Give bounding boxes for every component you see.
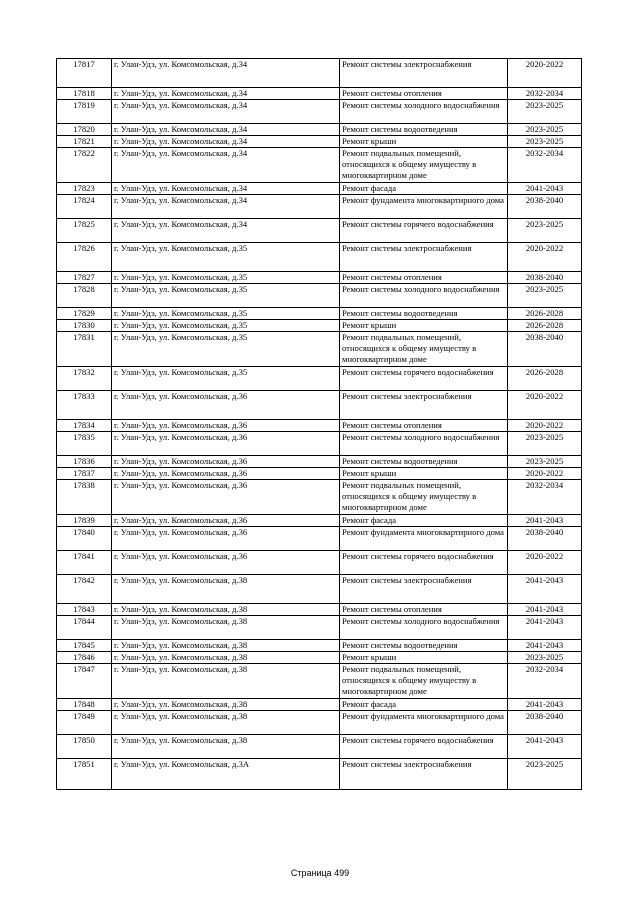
work-type-cell: Ремонт фундамента многоквартирного дома [340, 711, 508, 735]
table-row [57, 183, 582, 195]
table-row [57, 219, 582, 243]
period-cell: 2026-2028 [508, 308, 582, 320]
address-cell: г. Улан-Удэ, ул. Комсомольская, д.34 [112, 100, 340, 124]
row-id-cell: 17833 [57, 391, 112, 420]
address-cell: г. Улан-Удэ, ул. Комсомольская, д.35 [112, 284, 340, 308]
table-row [57, 604, 582, 616]
row-id-cell: 17824 [57, 195, 112, 219]
period-cell: 2041-2043 [508, 575, 582, 604]
address-cell: г. Улан-Удэ, ул. Комсомольская, д.34 [112, 88, 340, 100]
table-row [57, 640, 582, 652]
row-id-cell: 17823 [57, 183, 112, 195]
work-type-cell: Ремонт системы горячего водоснабжения [340, 219, 508, 243]
table-row [57, 148, 582, 183]
table-body [57, 59, 582, 790]
address-cell: г. Улан-Удэ, ул. Комсомольская, д.38 [112, 575, 340, 604]
row-id-cell: 17818 [57, 88, 112, 100]
row-id-cell: 17819 [57, 100, 112, 124]
work-type-cell: Ремонт системы отопления [340, 272, 508, 284]
work-type-cell: Ремонт системы горячего водоснабжения [340, 551, 508, 575]
table-row [57, 711, 582, 735]
period-cell: 2023-2025 [508, 284, 582, 308]
work-type-cell: Ремонт системы электроснабжения [340, 759, 508, 790]
row-id-cell: 17820 [57, 124, 112, 136]
row-id-cell: 17839 [57, 515, 112, 527]
period-cell: 2023-2025 [508, 100, 582, 124]
row-id-cell: 17828 [57, 284, 112, 308]
period-cell: 2032-2034 [508, 88, 582, 100]
row-id-cell: 17842 [57, 575, 112, 604]
period-cell: 2023-2025 [508, 456, 582, 468]
address-cell: г. Улан-Удэ, ул. Комсомольская, д.36 [112, 515, 340, 527]
table-row [57, 551, 582, 575]
address-cell: г. Улан-Удэ, ул. Комсомольская, д.36 [112, 420, 340, 432]
address-cell: г. Улан-Удэ, ул. Комсомольская, д.38 [112, 711, 340, 735]
table-row [57, 480, 582, 515]
period-cell: 2041-2043 [508, 515, 582, 527]
table-row [57, 527, 582, 551]
period-cell: 2020-2022 [508, 391, 582, 420]
work-type-cell: Ремонт фасада [340, 699, 508, 711]
address-cell: г. Улан-Удэ, ул. Комсомольская, д.36 [112, 551, 340, 575]
table-row [57, 243, 582, 272]
table-row [57, 124, 582, 136]
table-row [57, 195, 582, 219]
period-cell: 2020-2022 [508, 551, 582, 575]
table-row [57, 432, 582, 456]
table-row [57, 320, 582, 332]
period-cell: 2020-2022 [508, 468, 582, 480]
period-cell: 2038-2040 [508, 332, 582, 367]
address-cell: г. Улан-Удэ, ул. Комсомольская, д.35 [112, 367, 340, 391]
period-cell: 2038-2040 [508, 527, 582, 551]
period-cell: 2038-2040 [508, 195, 582, 219]
row-id-cell: 17835 [57, 432, 112, 456]
address-cell: г. Улан-Удэ, ул. Комсомольская, д.36 [112, 527, 340, 551]
address-cell: г. Улан-Удэ, ул. Комсомольская, д.38 [112, 604, 340, 616]
work-type-cell: Ремонт фундамента многоквартирного дома [340, 527, 508, 551]
period-cell: 2041-2043 [508, 699, 582, 711]
row-id-cell: 17836 [57, 456, 112, 468]
work-type-cell: Ремонт системы водоотведения [340, 124, 508, 136]
table-row [57, 88, 582, 100]
address-cell: г. Улан-Удэ, ул. Комсомольская, д.35 [112, 272, 340, 284]
address-cell: г. Улан-Удэ, ул. Комсомольская, д.35 [112, 332, 340, 367]
work-type-cell: Ремонт системы электроснабжения [340, 243, 508, 272]
period-cell: 2041-2043 [508, 616, 582, 640]
address-cell: г. Улан-Удэ, ул. Комсомольская, д.34 [112, 195, 340, 219]
table-row [57, 616, 582, 640]
table-row [57, 759, 582, 790]
row-id-cell: 17843 [57, 604, 112, 616]
period-cell: 2023-2025 [508, 124, 582, 136]
work-type-cell: Ремонт крыши [340, 468, 508, 480]
table-row [57, 652, 582, 664]
work-type-cell: Ремонт фундамента многоквартирного дома [340, 195, 508, 219]
address-cell: г. Улан-Удэ, ул. Комсомольская, д.38 [112, 652, 340, 664]
period-cell: 2041-2043 [508, 604, 582, 616]
period-cell: 2032-2034 [508, 148, 582, 183]
period-cell: 2041-2043 [508, 640, 582, 652]
address-cell: г. Улан-Удэ, ул. Комсомольская, д.35 [112, 320, 340, 332]
address-cell: г. Улан-Удэ, ул. Комсомольская, д.34 [112, 124, 340, 136]
row-id-cell: 17840 [57, 527, 112, 551]
period-cell: 2041-2043 [508, 183, 582, 195]
period-cell: 2023-2025 [508, 219, 582, 243]
work-type-cell: Ремонт системы водоотведения [340, 456, 508, 468]
address-cell: г. Улан-Удэ, ул. Комсомольская, д.38 [112, 616, 340, 640]
work-type-cell: Ремонт системы водоотведения [340, 640, 508, 652]
row-id-cell: 17841 [57, 551, 112, 575]
table-row [57, 735, 582, 759]
row-id-cell: 17834 [57, 420, 112, 432]
row-id-cell: 17838 [57, 480, 112, 515]
work-type-cell: Ремонт системы холодного водоснабжения [340, 432, 508, 456]
row-id-cell: 17845 [57, 640, 112, 652]
work-type-cell: Ремонт крыши [340, 652, 508, 664]
work-type-cell: Ремонт системы горячего водоснабжения [340, 735, 508, 759]
period-cell: 2032-2034 [508, 664, 582, 699]
table-row [57, 456, 582, 468]
work-type-cell: Ремонт системы электроснабжения [340, 59, 508, 88]
work-type-cell: Ремонт системы отопления [340, 88, 508, 100]
period-cell: 2041-2043 [508, 735, 582, 759]
row-id-cell: 17832 [57, 367, 112, 391]
row-id-cell: 17817 [57, 59, 112, 88]
work-type-cell: Ремонт крыши [340, 320, 508, 332]
period-cell: 2026-2028 [508, 320, 582, 332]
address-cell: г. Улан-Удэ, ул. Комсомольская, д.38 [112, 699, 340, 711]
period-cell: 2032-2034 [508, 480, 582, 515]
period-cell: 2038-2040 [508, 711, 582, 735]
address-cell: г. Улан-Удэ, ул. Комсомольская, д.34 [112, 59, 340, 88]
address-cell: г. Улан-Удэ, ул. Комсомольская, д.34 [112, 183, 340, 195]
table-row [57, 468, 582, 480]
work-type-cell: Ремонт подвальных помещений, относящихся к общему имуществу в многоквартирном доме [340, 480, 508, 515]
table-row [57, 391, 582, 420]
work-type-cell: Ремонт подвальных помещений, относящихся к общему имуществу в многоквартирном доме [340, 148, 508, 183]
period-cell: 2038-2040 [508, 272, 582, 284]
work-type-cell: Ремонт фасада [340, 183, 508, 195]
repair-schedule-table [56, 58, 582, 790]
table-row [57, 100, 582, 124]
table-row [57, 136, 582, 148]
table-row [57, 332, 582, 367]
address-cell: г. Улан-Удэ, ул. Комсомольская, д.38 [112, 664, 340, 699]
period-cell: 2023-2025 [508, 759, 582, 790]
row-id-cell: 17830 [57, 320, 112, 332]
row-id-cell: 17829 [57, 308, 112, 320]
period-cell: 2020-2022 [508, 243, 582, 272]
row-id-cell: 17825 [57, 219, 112, 243]
work-type-cell: Ремонт фасада [340, 515, 508, 527]
period-cell: 2023-2025 [508, 136, 582, 148]
work-type-cell: Ремонт подвальных помещений, относящихся к общему имуществу в многоквартирном доме [340, 332, 508, 367]
work-type-cell: Ремонт системы электроснабжения [340, 575, 508, 604]
work-type-cell: Ремонт системы холодного водоснабжения [340, 100, 508, 124]
period-cell: 2020-2022 [508, 420, 582, 432]
row-id-cell: 17850 [57, 735, 112, 759]
address-cell: г. Улан-Удэ, ул. Комсомольская, д.38 [112, 640, 340, 652]
period-cell: 2026-2028 [508, 367, 582, 391]
work-type-cell: Ремонт системы холодного водоснабжения [340, 284, 508, 308]
address-cell: г. Улан-Удэ, ул. Комсомольская, д.36 [112, 432, 340, 456]
row-id-cell: 17848 [57, 699, 112, 711]
work-type-cell: Ремонт системы электроснабжения [340, 391, 508, 420]
address-cell: г. Улан-Удэ, ул. Комсомольская, д.36 [112, 468, 340, 480]
address-cell: г. Улан-Удэ, ул. Комсомольская, д.36 [112, 480, 340, 515]
period-cell: 2023-2025 [508, 432, 582, 456]
address-cell: г. Улан-Удэ, ул. Комсомольская, д.36 [112, 391, 340, 420]
row-id-cell: 17851 [57, 759, 112, 790]
address-cell: г. Улан-Удэ, ул. Комсомольская, д.38 [112, 735, 340, 759]
address-cell: г. Улан-Удэ, ул. Комсомольская, д.34 [112, 136, 340, 148]
page-number: Страница 499 [290, 868, 350, 878]
table-row [57, 308, 582, 320]
period-cell: 2020-2022 [508, 59, 582, 88]
work-type-cell: Ремонт крыши [340, 136, 508, 148]
work-type-cell: Ремонт системы отопления [340, 420, 508, 432]
table-row [57, 367, 582, 391]
work-type-cell: Ремонт системы отопления [340, 604, 508, 616]
table-row [57, 515, 582, 527]
address-cell: г. Улан-Удэ, ул. Комсомольская, д.35 [112, 243, 340, 272]
table-row [57, 664, 582, 699]
work-type-cell: Ремонт системы холодного водоснабжения [340, 616, 508, 640]
row-id-cell: 17849 [57, 711, 112, 735]
row-id-cell: 17846 [57, 652, 112, 664]
address-cell: г. Улан-Удэ, ул. Комсомольская, д.34 [112, 219, 340, 243]
table-row [57, 59, 582, 88]
address-cell: г. Улан-Удэ, ул. Комсомольская, д.35 [112, 308, 340, 320]
table-row [57, 284, 582, 308]
address-cell: г. Улан-Удэ, ул. Комсомольская, д.34 [112, 148, 340, 183]
work-type-cell: Ремонт системы водоотведения [340, 308, 508, 320]
work-type-cell: Ремонт системы горячего водоснабжения [340, 367, 508, 391]
table-row [57, 420, 582, 432]
row-id-cell: 17837 [57, 468, 112, 480]
table-row [57, 575, 582, 604]
work-type-cell: Ремонт подвальных помещений, относящихся к общему имуществу в многоквартирном доме [340, 664, 508, 699]
row-id-cell: 17827 [57, 272, 112, 284]
table-row [57, 699, 582, 711]
table-row [57, 272, 582, 284]
row-id-cell: 17847 [57, 664, 112, 699]
address-cell: г. Улан-Удэ, ул. Комсомольская, д.3А [112, 759, 340, 790]
row-id-cell: 17844 [57, 616, 112, 640]
period-cell: 2023-2025 [508, 652, 582, 664]
row-id-cell: 17822 [57, 148, 112, 183]
row-id-cell: 17831 [57, 332, 112, 367]
address-cell: г. Улан-Удэ, ул. Комсомольская, д.36 [112, 456, 340, 468]
row-id-cell: 17821 [57, 136, 112, 148]
row-id-cell: 17826 [57, 243, 112, 272]
